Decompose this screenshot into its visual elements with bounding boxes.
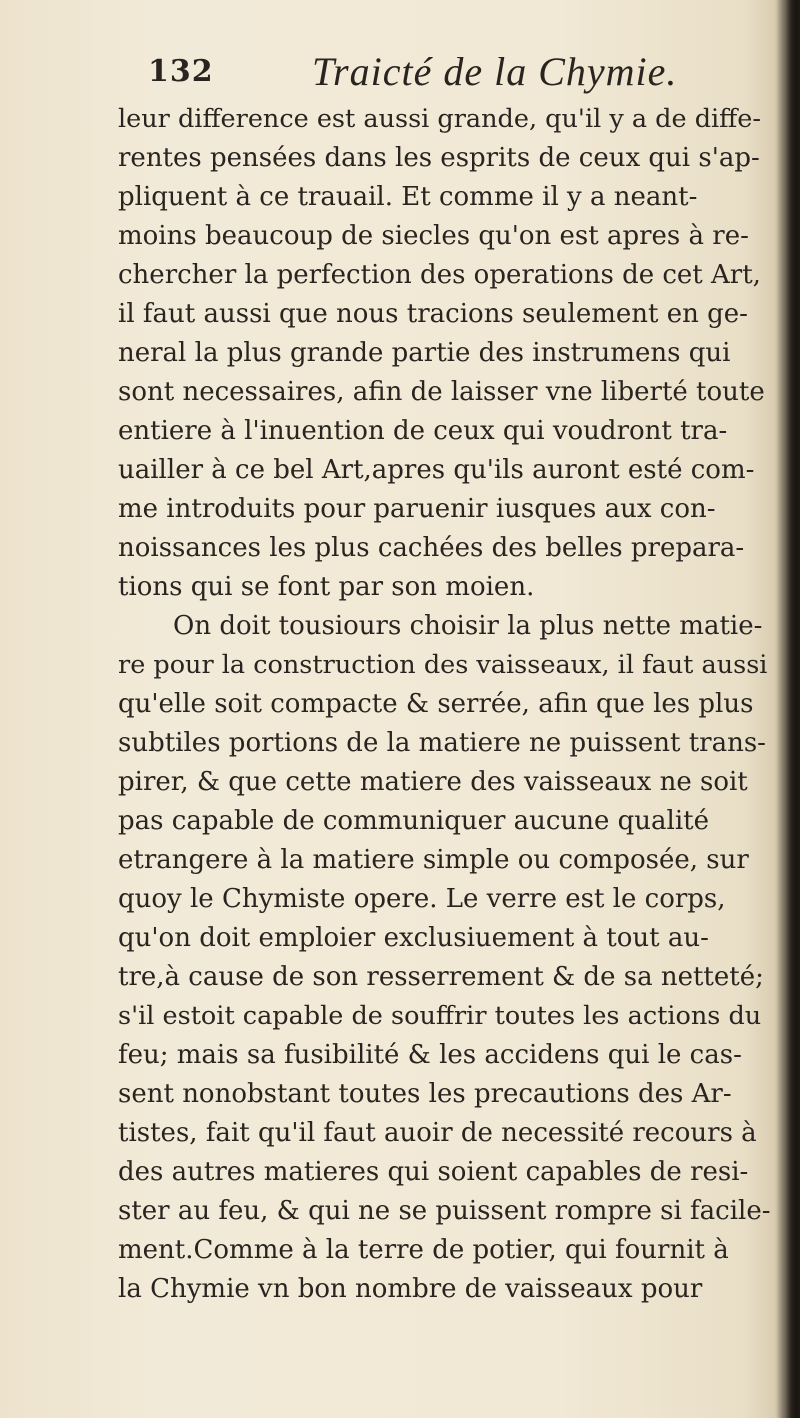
- text-line: qu'elle soit compacte & serrée, afin que les plus: [118, 689, 754, 719]
- text-line: etrangere à la matiere simple ou composée, sur: [118, 845, 749, 875]
- text-line: uailler à ce bel Art,apres qu'ils auront esté com-: [118, 455, 755, 485]
- text-line: des autres matieres qui soient capables de resi-: [118, 1157, 749, 1187]
- text-line: entiere à l'inuention de ceux qui voudront tra-: [118, 416, 728, 446]
- text-line: pas capable de communiquer aucune qualité: [118, 806, 709, 836]
- text-line: rentes pensées dans les esprits de ceux qui s'ap-: [118, 143, 760, 173]
- text-line: tions qui se font par son moien.: [118, 572, 535, 602]
- text-line: pliquent à ce trauail. Et comme il y a neant-: [118, 182, 698, 212]
- text-line: subtiles portions de la matiere ne puissent trans-: [118, 728, 766, 758]
- paragraph-start-line: On doit tousiours choisir la plus nette matie-: [173, 611, 763, 641]
- running-title: Traicté de la Chymie.: [312, 49, 678, 94]
- text-line: la Chymie vn bon nombre de vaisseaux pour: [118, 1274, 703, 1304]
- page-header: [148, 48, 688, 100]
- text-line: qu'on doit emploier exclusiuement à tout au-: [118, 923, 709, 953]
- page-edge-shadow: [774, 0, 800, 1418]
- text-line: il faut aussi que nous tracions seulement en ge-: [118, 299, 748, 329]
- body-text: [118, 100, 773, 1309]
- text-line: tistes, fait qu'il faut auoir de necessité recours à: [118, 1118, 757, 1148]
- text-line: leur difference est aussi grande, qu'il y a de diffe-: [118, 104, 762, 134]
- text-line: sent nonobstant toutes les precautions des Ar-: [118, 1079, 732, 1109]
- text-line: s'il estoit capable de souffrir toutes les actions du: [118, 1001, 762, 1031]
- text-line: tre,à cause de son resserrement & de sa netteté;: [118, 962, 764, 992]
- text-line: pirer, & que cette matiere des vaisseaux ne soit: [118, 767, 748, 797]
- text-line: re pour la construction des vaisseaux, il faut aussi: [118, 650, 768, 680]
- page-number: 132: [148, 54, 214, 89]
- text-line: noissances les plus cachées des belles prepara-: [118, 533, 745, 563]
- text-line: ster au feu, & qui ne se puissent rompre si facile-: [118, 1196, 771, 1226]
- text-line: neral la plus grande partie des instrumens qui: [118, 338, 731, 368]
- text-line: me introduits pour paruenir iusques aux con-: [118, 494, 716, 524]
- text-line: feu; mais sa fusibilité & les accidens qui le cas-: [118, 1040, 742, 1070]
- text-line: chercher la perfection des operations de cet Art,: [118, 260, 761, 290]
- text-line: quoy le Chymiste opere. Le verre est le corps,: [118, 884, 726, 914]
- text-line: ment.Comme à la terre de potier, qui fournit à: [118, 1235, 729, 1265]
- text-line: sont necessaires, afin de laisser vne liberté toute: [118, 377, 765, 407]
- text-line: moins beaucoup de siecles qu'on est apres à re-: [118, 221, 749, 251]
